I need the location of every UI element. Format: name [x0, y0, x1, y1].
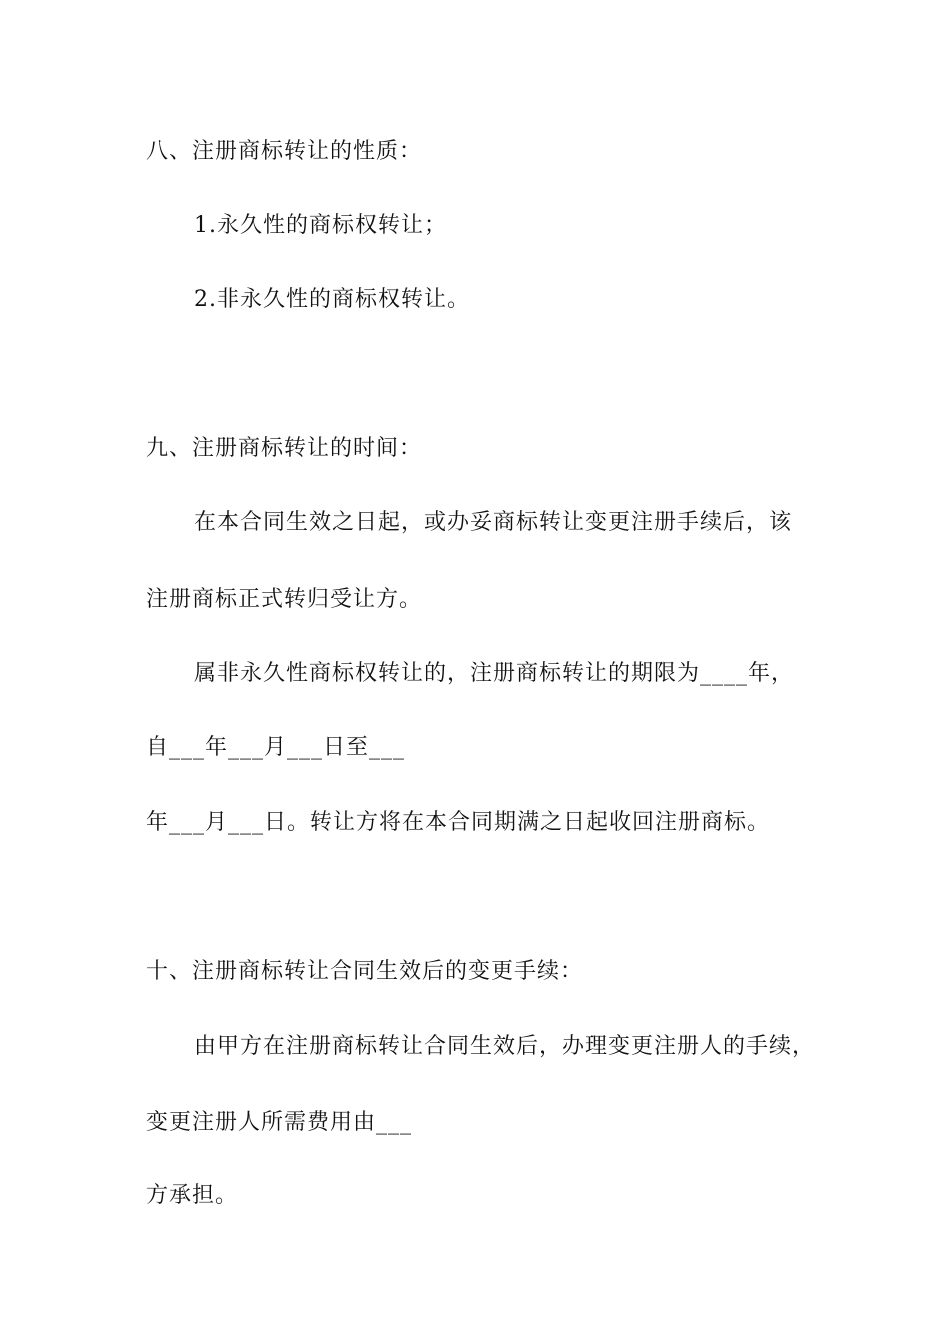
section-8-item-1: 1.永久性的商标权转让；	[194, 213, 447, 238]
section-9-paragraph-2-line-1: 属非永久性商标权转让的，注册商标转让的期限为____年，	[194, 661, 795, 686]
section-9-paragraph-2-line-3: 年___月___日。转让方将在本合同期满之日起收回注册商标。	[146, 810, 771, 835]
section-10-paragraph-line-3: 方承担。	[146, 1183, 239, 1208]
section-9-heading: 九、注册商标转让的时间：	[146, 436, 423, 461]
section-10-paragraph-line-2: 变更注册人所需费用由___	[146, 1110, 413, 1135]
section-10-heading: 十、注册商标转让合同生效后的变更手续：	[146, 959, 584, 984]
section-10-paragraph-line-1: 由甲方在注册商标转让合同生效后，办理变更注册人的手续，	[194, 1034, 816, 1059]
section-9-paragraph-1-line-1: 在本合同生效之日起，或办妥商标转让变更注册手续后，该	[194, 510, 793, 535]
section-8-item-2: 2.非永久性的商标权转让。	[194, 287, 470, 312]
section-8-heading: 八、注册商标转让的性质：	[146, 139, 423, 164]
section-9-paragraph-2-line-2: 自___年___月___日至___	[146, 735, 406, 760]
section-9-paragraph-1-line-2: 注册商标正式转归受让方。	[146, 587, 423, 612]
